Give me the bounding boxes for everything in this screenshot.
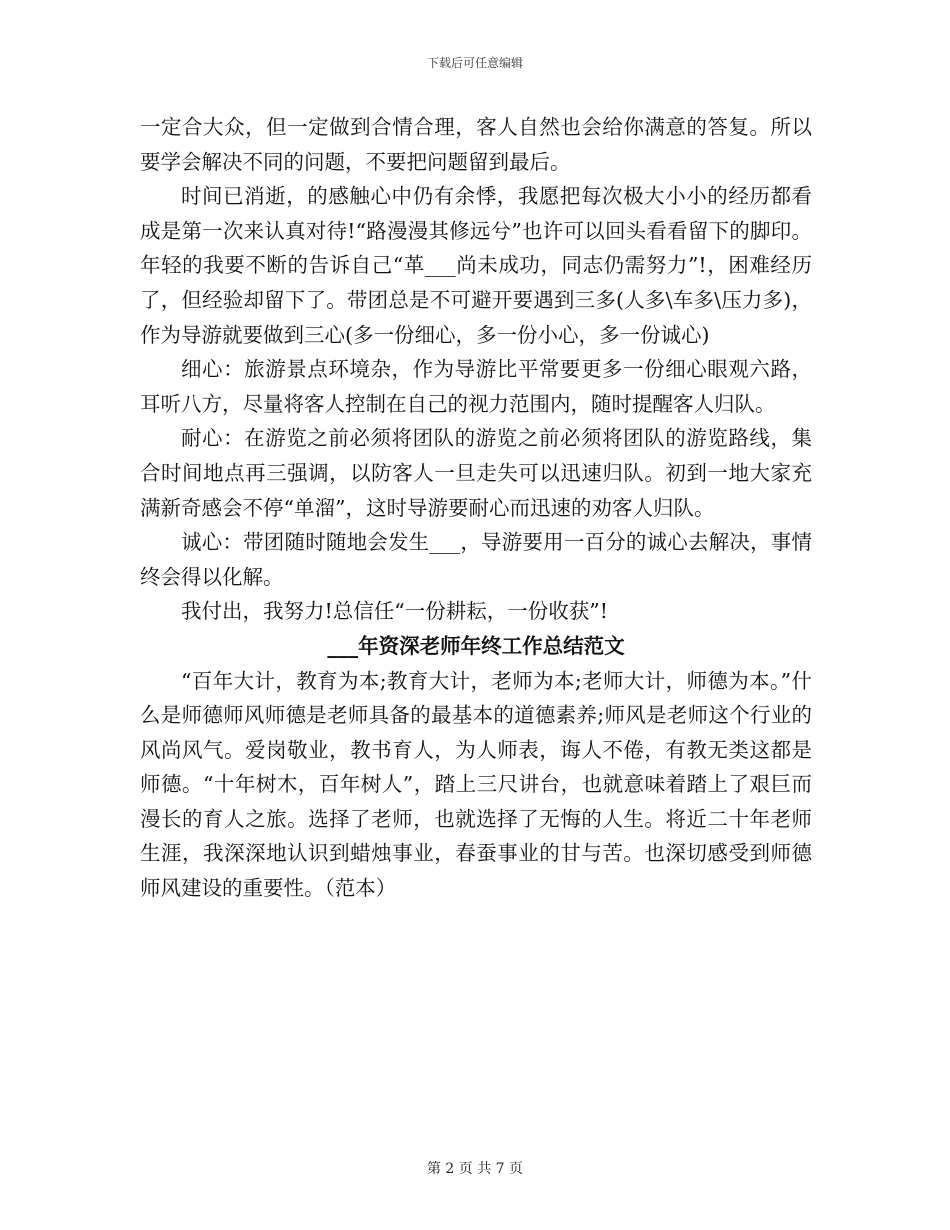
page-footer: 第 2 页 共 7 页 <box>426 1161 524 1177</box>
document-body <box>140 110 812 906</box>
section-title: ___年资深老师年终工作总结范文 <box>327 633 625 658</box>
page-header: 下载后可任意编辑 <box>426 56 523 70</box>
paragraph-1: 一定合大众，但一定做到合情合理，客人自然也会给你满意的答复。所以要学会解决不同的问题，不要把问题留到最后。 <box>140 115 812 174</box>
paragraph-patience: 耐心：在游览之前必须将团队的游览之前必须将团队的游览路线，集合时间地点再三强调，以防客人一旦走失可以迅速归队。初到一地大家充满新奇感会不停“单溜”，这时导游要耐心而迅速的劝客人归队。 <box>140 426 812 520</box>
paragraph-closing: 我付出，我努力!总信任“一份耕耘，一份收获”! <box>181 599 608 624</box>
paragraph-2: 时间已消逝，的感触心中仍有余悸，我愿把每次极大小小的经历都看成是第一次来认真对待!“路漫漫其修远兮”也许可以回头看看留下的脚印。年轻的我要不断的告诉自己“革___尚未成功，同志仍需努力”!，困难经历了，但经验却留下了。带团总是不可避开要遇到三多(人多\车多\压力多)，作为导游就要做到三心(多一份细心，多一份小心，多一份诚心) <box>140 184 812 347</box>
paragraph-sincerity: 诚心：带团随时随地会发生___，导游要用一百分的诚心去解决，事情终会得以化解。 <box>140 530 812 589</box>
section-paragraph-1: “百年大计，教育为本;教育大计，老师为本;老师大计，师德为本。”什么是师德师风师德是老师具备的最基本的道德素养;师风是老师这个行业的风尚风气。爱岗敬业，教书育人，为人师表，诲人不倦，有教无类这都是师德。“十年树木，百年树人”，踏上三尺讲台，也就意味着踏上了艰巨而漫长的育人之旅。选择了老师，也就选择了无悔的人生。将近二十年老师生涯，我深深地认识到蜡烛事业，春蚕事业的甘与苦。也深切感受到师德师风建设的重要性。（范本） <box>140 668 812 901</box>
paragraph-careful: 细心：旅游景点环境杂，作为导游比平常要更多一份细心眼观六路，耳听八方，尽量将客人控制在自己的视力范围内，随时提醒客人归队。 <box>140 357 812 416</box>
